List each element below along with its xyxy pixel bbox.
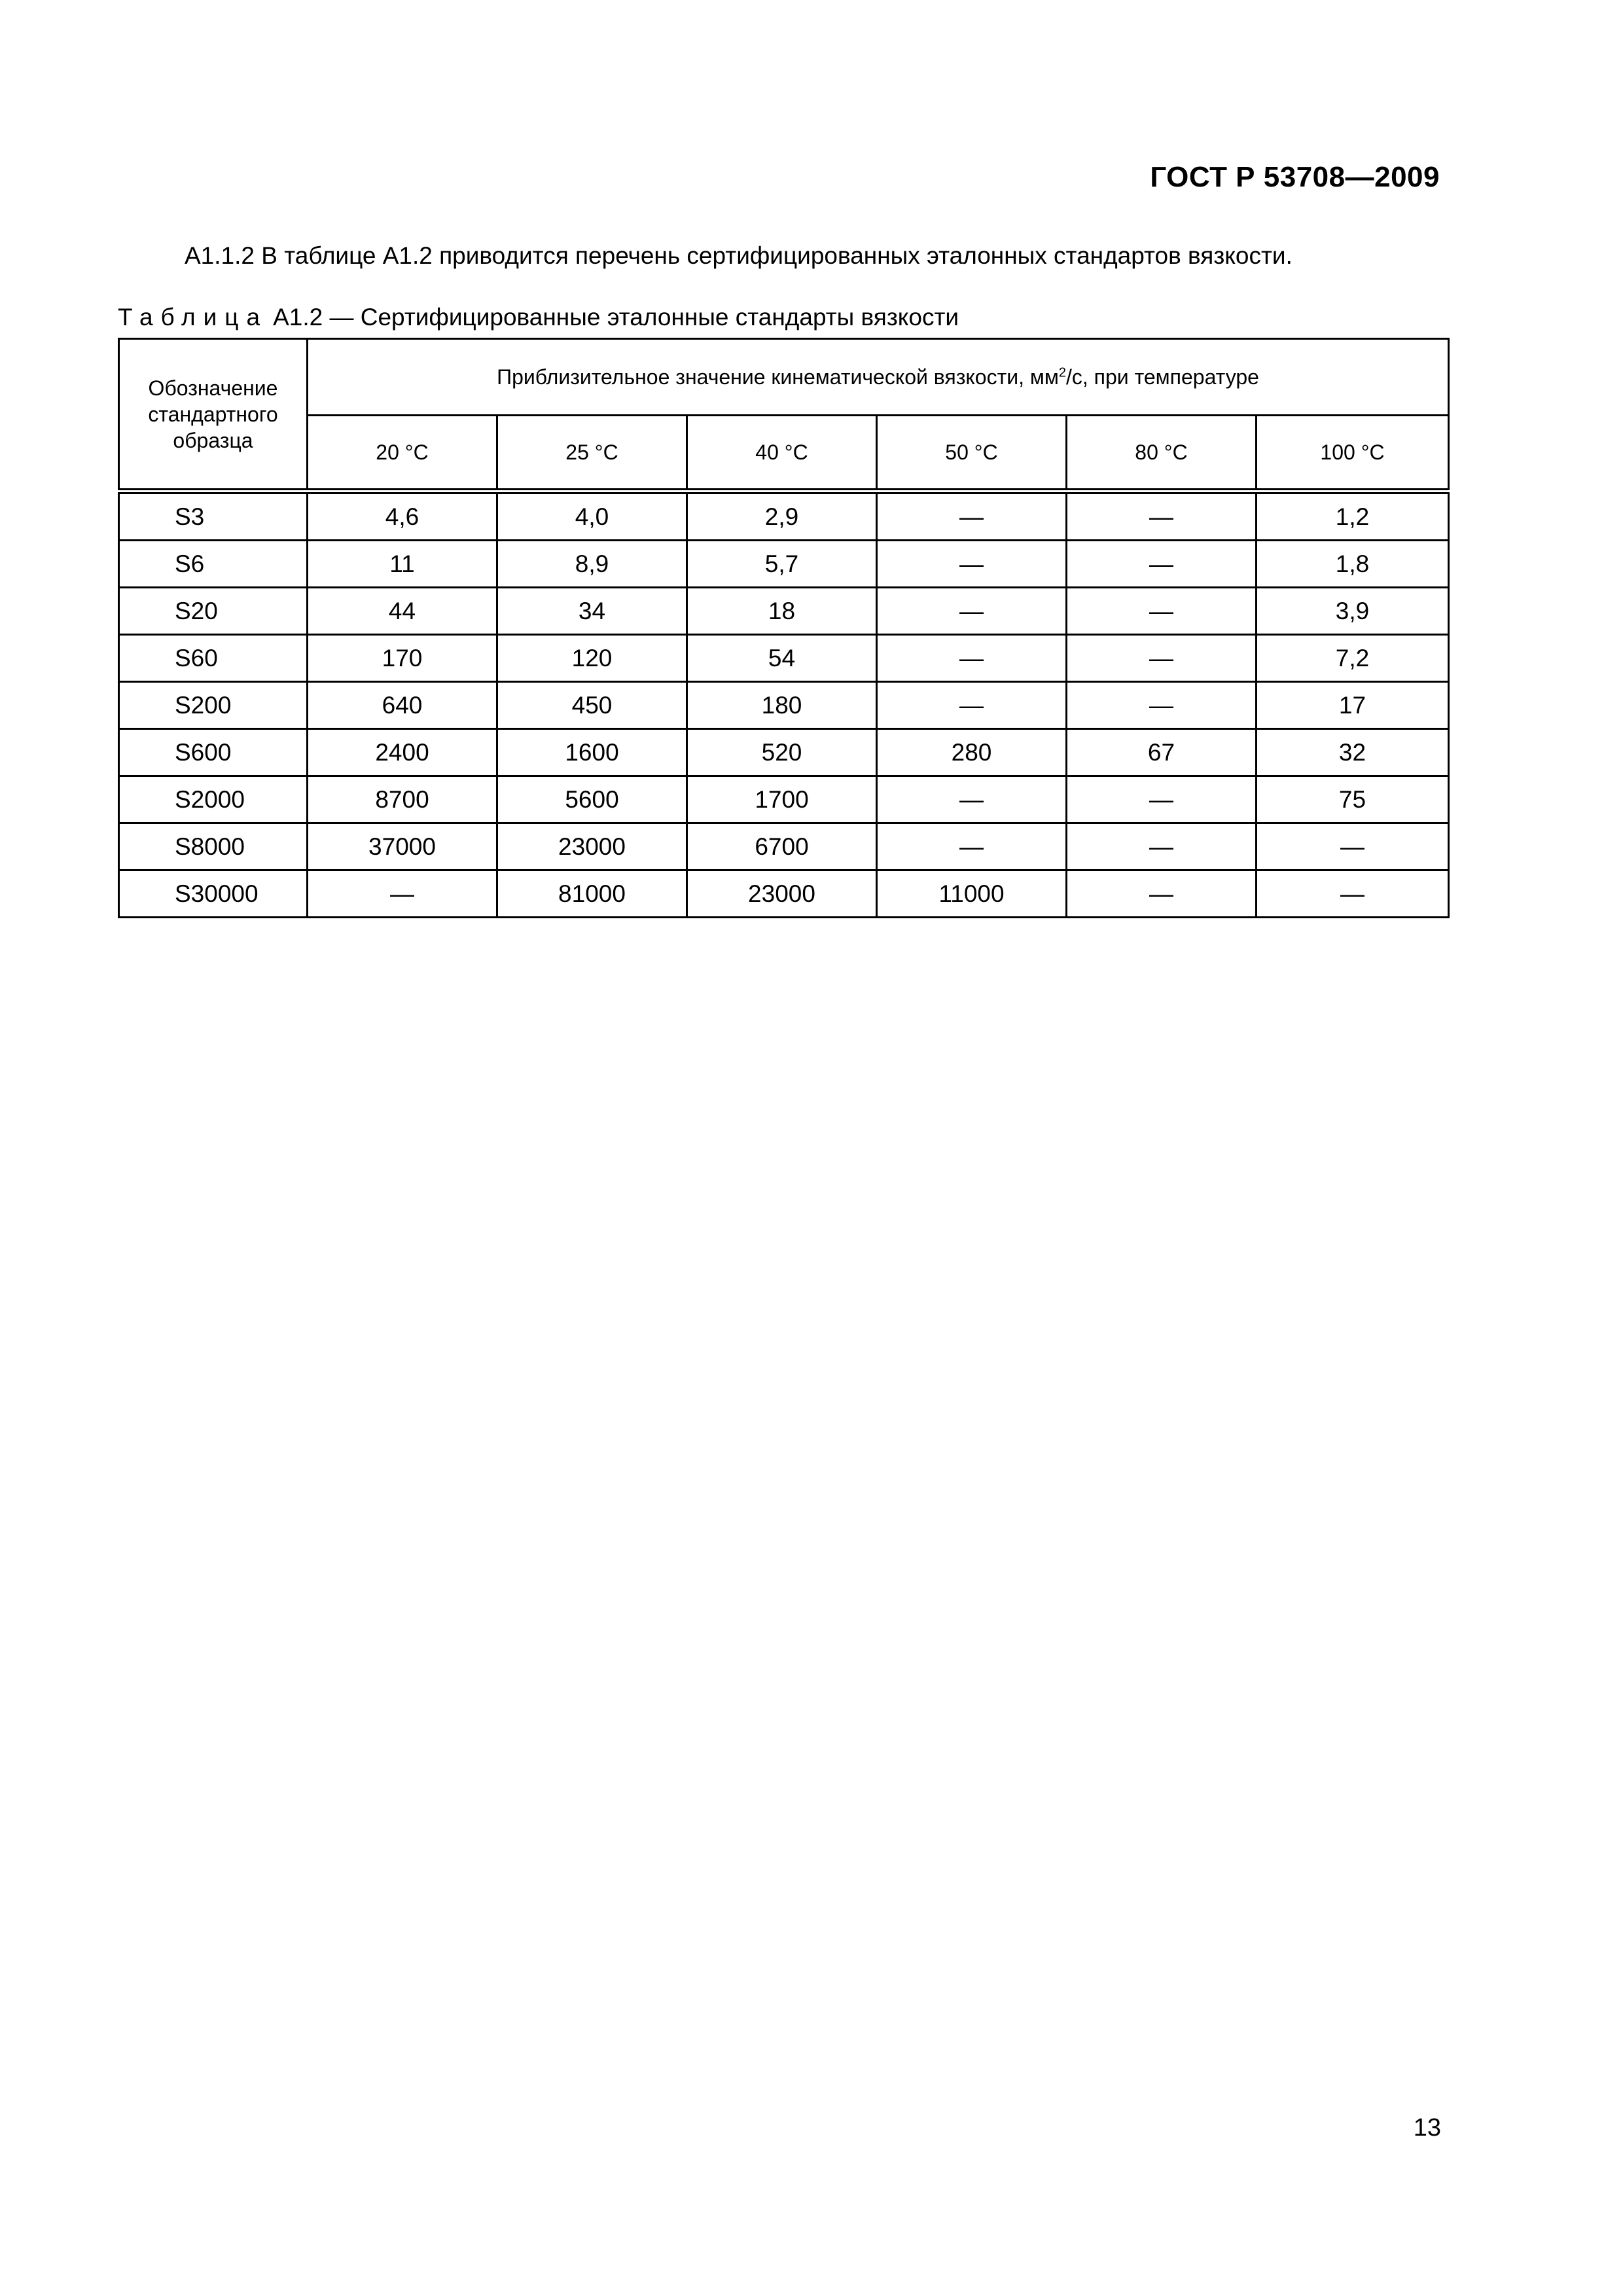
viscosity-value-cell: 1600 (497, 729, 687, 776)
viscosity-value-cell: 11 (308, 541, 497, 588)
viscosity-value-cell: 450 (497, 682, 687, 729)
viscosity-value-cell: 1,8 (1257, 541, 1449, 588)
viscosity-value-cell: 180 (687, 682, 877, 729)
viscosity-value-cell: 23000 (687, 870, 877, 918)
viscosity-value-cell: 81000 (497, 870, 687, 918)
viscosity-group-header (308, 339, 1449, 416)
viscosity-value-cell: — (877, 776, 1067, 823)
viscosity-value-cell: — (877, 682, 1067, 729)
viscosity-value-cell: — (1067, 823, 1257, 870)
viscosity-value-cell: 5600 (497, 776, 687, 823)
viscosity-value-cell: 5,7 (687, 541, 877, 588)
viscosity-value-cell: — (1067, 492, 1257, 541)
temperature-header: 80 °C (1067, 416, 1257, 492)
temperature-header: 25 °C (497, 416, 687, 492)
viscosity-value-cell: — (877, 635, 1067, 682)
sample-designation-cell: S3 (119, 492, 308, 541)
sample-designation-cell: S2000 (119, 776, 308, 823)
viscosity-value-cell: — (1067, 541, 1257, 588)
viscosity-value-cell: 1700 (687, 776, 877, 823)
viscosity-value-cell: 18 (687, 588, 877, 635)
table-row (119, 870, 1449, 918)
temperature-header: 50 °C (877, 416, 1067, 492)
viscosity-value-cell: 4,0 (497, 492, 687, 541)
viscosity-value-cell: 2400 (308, 729, 497, 776)
viscosity-standards-table (118, 338, 1450, 918)
intro-paragraph: А1.1.2 В таблице А1.2 приводится перечень сертифицированных эталонных стандартов вязкости. (185, 242, 1293, 269)
sample-designation-header: Обозначение стандартного образца (119, 339, 308, 492)
viscosity-unit-exponent: 2 (1058, 365, 1066, 380)
viscosity-value-cell: 11000 (877, 870, 1067, 918)
viscosity-value-cell: 640 (308, 682, 497, 729)
viscosity-value-cell: — (877, 588, 1067, 635)
sample-designation-cell: S20 (119, 588, 308, 635)
viscosity-value-cell: 280 (877, 729, 1067, 776)
table-row (119, 588, 1449, 635)
viscosity-value-cell: 2,9 (687, 492, 877, 541)
viscosity-value-cell: 6700 (687, 823, 877, 870)
sample-designation-cell: S200 (119, 682, 308, 729)
table-row (119, 682, 1449, 729)
viscosity-value-cell: — (877, 823, 1067, 870)
temperature-header: 20 °C (308, 416, 497, 492)
viscosity-value-cell: — (1067, 682, 1257, 729)
viscosity-value-cell: — (877, 541, 1067, 588)
viscosity-value-cell: 8700 (308, 776, 497, 823)
viscosity-value-cell: 17 (1257, 682, 1449, 729)
viscosity-value-cell: — (308, 870, 497, 918)
viscosity-value-cell: — (1067, 635, 1257, 682)
viscosity-value-cell: 4,6 (308, 492, 497, 541)
viscosity-value-cell: — (877, 492, 1067, 541)
table-caption-title: А1.2 — Сертифицированные эталонные стандарты вязкости (273, 304, 959, 331)
viscosity-value-cell: 23000 (497, 823, 687, 870)
viscosity-value-cell: 32 (1257, 729, 1449, 776)
viscosity-group-header-text: Приблизительное значение кинематической вязкости, мм (497, 365, 1059, 389)
sample-designation-cell: S60 (119, 635, 308, 682)
viscosity-group-header-tail: /с, при температуре (1066, 365, 1259, 389)
viscosity-value-cell: — (1067, 870, 1257, 918)
viscosity-value-cell: 120 (497, 635, 687, 682)
sample-designation-cell: S30000 (119, 870, 308, 918)
page-number: 13 (1413, 2114, 1441, 2142)
viscosity-value-cell: 520 (687, 729, 877, 776)
temperature-header-row (119, 416, 1449, 492)
viscosity-value-cell: 8,9 (497, 541, 687, 588)
viscosity-value-cell: 67 (1067, 729, 1257, 776)
viscosity-value-cell: 1,2 (1257, 492, 1449, 541)
viscosity-value-cell: 37000 (308, 823, 497, 870)
temperature-header: 100 °C (1257, 416, 1449, 492)
sample-designation-cell: S600 (119, 729, 308, 776)
sample-designation-cell: S6 (119, 541, 308, 588)
viscosity-value-cell: 3,9 (1257, 588, 1449, 635)
sample-designation-cell: S8000 (119, 823, 308, 870)
table-row (119, 492, 1449, 541)
viscosity-value-cell: — (1067, 776, 1257, 823)
viscosity-value-cell: — (1257, 870, 1449, 918)
table-body (119, 492, 1449, 918)
temperature-header: 40 °C (687, 416, 877, 492)
table-caption (118, 304, 959, 331)
document-header-id: ГОСТ Р 53708—2009 (1150, 161, 1440, 193)
viscosity-value-cell: 54 (687, 635, 877, 682)
viscosity-value-cell: 7,2 (1257, 635, 1449, 682)
table-row (119, 635, 1449, 682)
table-row (119, 776, 1449, 823)
table-caption-label: Таблица (118, 304, 268, 331)
table-row (119, 541, 1449, 588)
viscosity-value-cell: 44 (308, 588, 497, 635)
viscosity-value-cell: 170 (308, 635, 497, 682)
viscosity-value-cell: — (1257, 823, 1449, 870)
viscosity-value-cell: 75 (1257, 776, 1449, 823)
viscosity-value-cell: — (1067, 588, 1257, 635)
viscosity-value-cell: 34 (497, 588, 687, 635)
table-row (119, 823, 1449, 870)
table-row (119, 729, 1449, 776)
